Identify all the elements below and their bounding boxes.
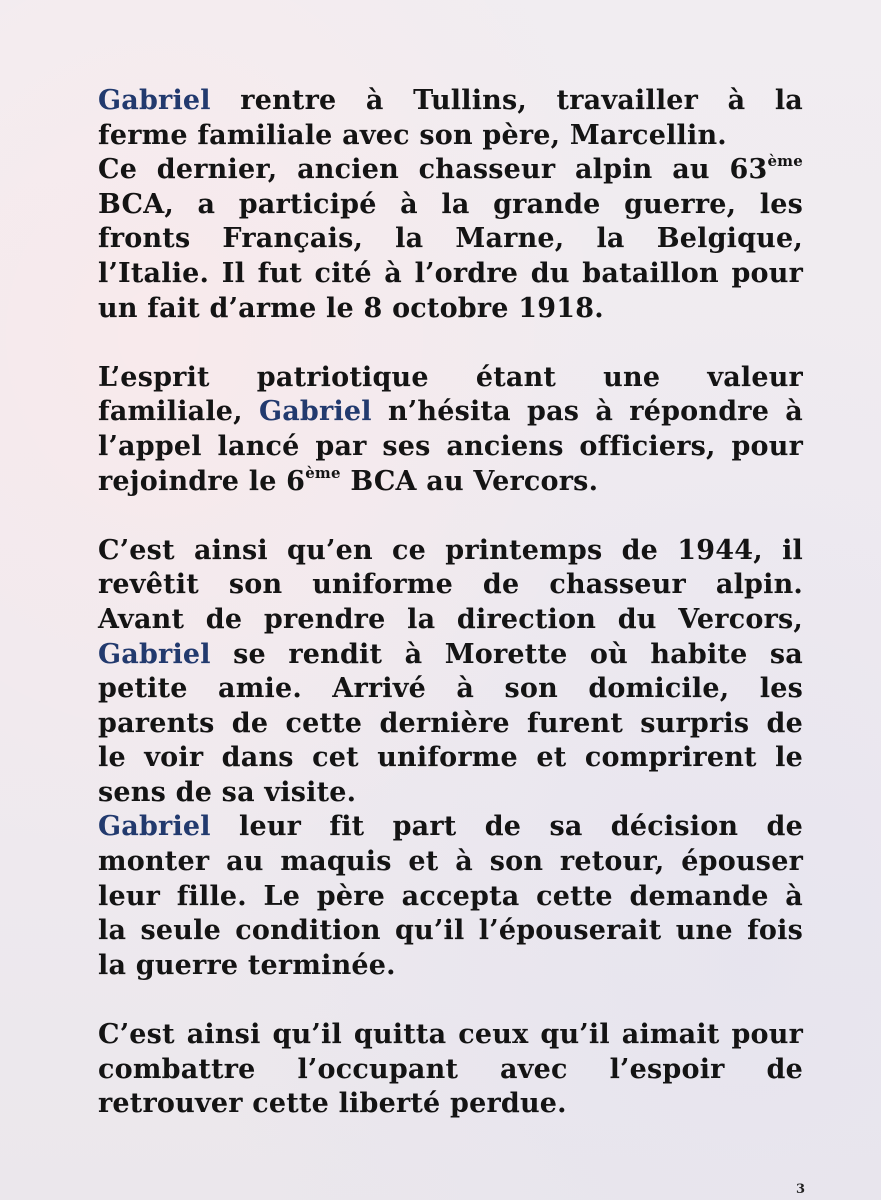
text-line xyxy=(98,776,803,811)
text-line xyxy=(98,845,803,880)
text-line xyxy=(98,1087,803,1122)
text-run: un fait d’arme le 8 octobre 1918. xyxy=(98,292,604,324)
text-line xyxy=(98,119,803,154)
body-text xyxy=(98,84,803,1122)
name-gabriel: Gabriel xyxy=(98,85,211,116)
text-line xyxy=(98,603,803,638)
text-line xyxy=(98,880,803,915)
text-run: sens de sa visite. xyxy=(98,776,357,808)
text-line xyxy=(98,534,803,569)
paragraph-gap xyxy=(98,499,803,534)
ordinal-superscript: ème xyxy=(305,463,341,482)
text-run: l’appel lancé par ses anciens officiers, pour xyxy=(98,430,803,462)
text-run: fronts Français, la Marne, la Belgique, xyxy=(98,223,803,255)
text-line xyxy=(98,222,803,257)
text-line xyxy=(98,914,803,949)
text-line xyxy=(98,810,803,845)
text-run: ferme familiale avec son père, Marcellin. xyxy=(98,119,727,151)
text-line xyxy=(98,257,803,292)
text-run: Ce dernier, ancien chasseur alpin au 63 xyxy=(98,154,768,186)
text-run: C’est ainsi qu’il quitta ceux qu’il aimait pour xyxy=(98,1019,803,1051)
text-run: petite amie. Arrivé à son domicile, les xyxy=(98,673,803,705)
name-gabriel: Gabriel xyxy=(258,396,372,428)
text-run: parents de cette dernière furent surpris de xyxy=(98,707,803,739)
text-run: L’esprit patriotique étant une valeur xyxy=(98,361,803,393)
text-run: BCA au Vercors. xyxy=(340,465,599,497)
text-run: BCA, a participé à la grande guerre, les xyxy=(98,188,803,220)
text-run: Avant de prendre la direction du Vercors, xyxy=(98,603,803,635)
text-run: se rendit à Morette où habite sa xyxy=(210,638,803,670)
text-line xyxy=(98,741,803,776)
text-line xyxy=(98,361,803,396)
text-run: rejoindre le 6 xyxy=(98,465,306,497)
text-run: l’Italie. Il fut cité à l’ordre du bataillon pour xyxy=(98,257,803,289)
text-line xyxy=(98,395,803,430)
text-line xyxy=(98,1018,803,1053)
text-run: C’est ainsi qu’en ce printemps de 1944, il xyxy=(98,534,803,566)
text-line xyxy=(98,1053,803,1088)
text-line xyxy=(98,465,803,500)
text-run: n’hésita pas à répondre à xyxy=(371,396,803,428)
text-line xyxy=(98,949,803,984)
text-run: leur fit part de sa décision de xyxy=(210,811,803,843)
paragraph-gap xyxy=(98,326,803,361)
text-run: leur fille. Le père accepta cette demande à xyxy=(98,880,803,912)
text-run: rentre à Tullins, travailler à la xyxy=(210,85,803,116)
text-run: retrouver cette liberté perdue. xyxy=(98,1088,567,1120)
text-line xyxy=(98,84,803,119)
text-line xyxy=(98,568,803,603)
text-line xyxy=(98,188,803,223)
text-line xyxy=(98,638,803,673)
paragraph-gap xyxy=(98,983,803,1018)
page-number: 3 xyxy=(796,1182,806,1197)
text-run: monter au maquis et à son retour, épouser xyxy=(98,846,803,878)
text-run: la seule condition qu’il l’épouserait une fois xyxy=(98,915,803,947)
text-line xyxy=(98,672,803,707)
text-run: revêtit son uniforme de chasseur alpin. xyxy=(98,569,803,601)
paragraph xyxy=(98,1018,803,1122)
paragraph xyxy=(98,84,803,326)
text-run: la guerre terminée. xyxy=(98,949,396,981)
text-run: le voir dans cet uniforme et comprirent le xyxy=(98,742,803,774)
text-line xyxy=(98,292,803,327)
text-line xyxy=(98,707,803,742)
name-gabriel: Gabriel xyxy=(98,638,211,670)
paragraph xyxy=(98,361,803,499)
text-line xyxy=(98,430,803,465)
paragraph xyxy=(98,534,803,984)
name-gabriel: Gabriel xyxy=(98,811,211,843)
text-run: combattre l’occupant avec l’espoir de xyxy=(98,1053,803,1085)
text-line xyxy=(98,153,803,188)
text-run: familiale, xyxy=(98,396,259,428)
ordinal-superscript: ème xyxy=(767,152,803,171)
